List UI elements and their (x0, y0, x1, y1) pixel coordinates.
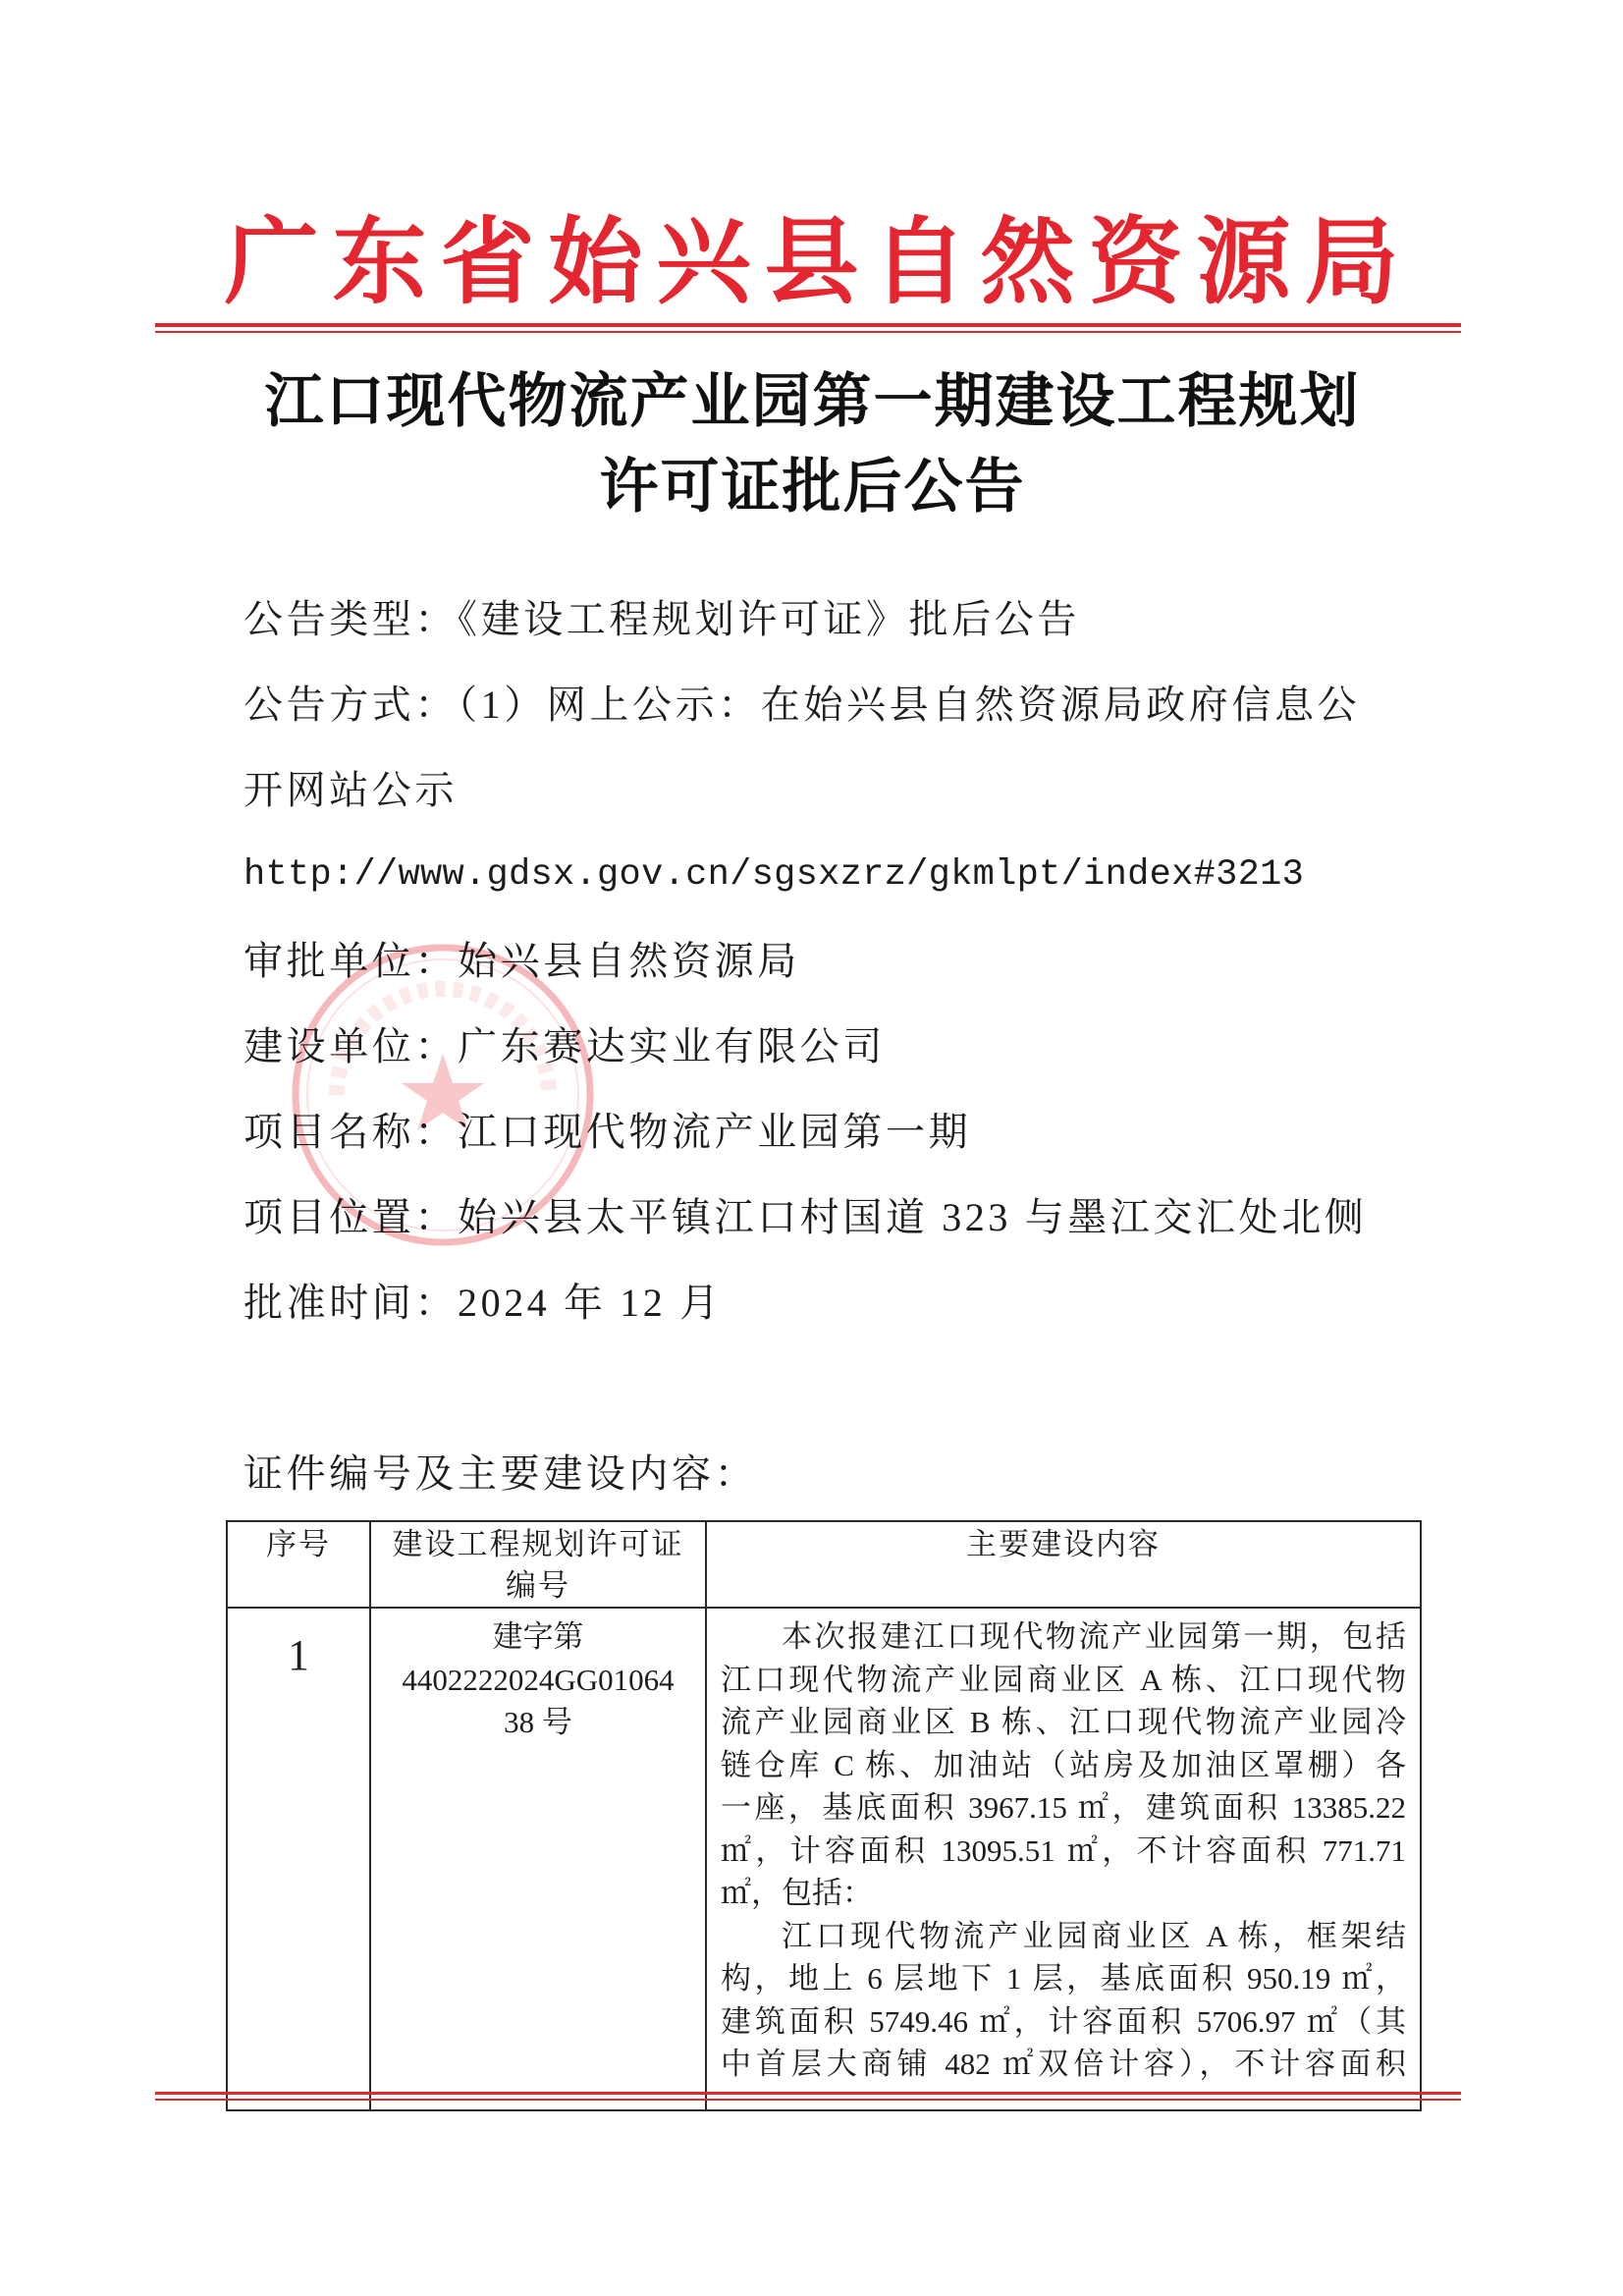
header-permit-no (370, 1521, 706, 1608)
project-location: 项目位置：始兴县太平镇江口村国道 323 与墨江交汇处北侧 (243, 1195, 1368, 1239)
blank-line (243, 1345, 1367, 1431)
project-name: 项目名称：江口现代物流产业园第一期 (243, 1110, 972, 1154)
content-line: 建筑面积 5749.46 ㎡，计容面积 5706.97 ㎡（其 (721, 2003, 1406, 2039)
content-line: ㎡，计容面积 13095.51 ㎡，不计容面积 771.71 (721, 1832, 1406, 1868)
construction-unit: 建设单位：广东赛达实业有限公司 (243, 1024, 886, 1068)
row-content (706, 1608, 1421, 2110)
content-line: 流产业园商业区 B 栋、江口现代物流产业园冷 (721, 1705, 1406, 1739)
header-index: 序号 (227, 1521, 370, 1608)
permit-table (226, 1520, 1422, 2111)
content-line: 一座，基底面积 3967.15 ㎡，建筑面积 13385.22 (721, 1790, 1406, 1825)
approval-unit: 审批单位：始兴县自然资源局 (243, 939, 800, 983)
row-index: 1 (227, 1608, 370, 2110)
table-header-row (227, 1521, 1421, 1608)
content-line: 江口现代物流产业园商业区 A 栋、江口现代物 (721, 1662, 1406, 1697)
permit-no-line: 4402222024GG01064 (402, 1662, 675, 1697)
content-line: 构，地上 6 层地下 1 层，基底面积 950.19 ㎡， (721, 1961, 1406, 1995)
title-line-1: 江口现代物流产业园第一期建设工程规划 (264, 369, 1361, 434)
table-caption: 证件编号及主要建设内容： (243, 1451, 758, 1496)
permit-no-line: 建字第 (492, 1619, 584, 1654)
header-permit-no-line-2: 编号 (506, 1568, 570, 1603)
announce-type: 公告类型：《建设工程规划许可证》批后公告 (243, 597, 1080, 641)
table-row (227, 1608, 1421, 2110)
footer-red-rule-thin (155, 2099, 1461, 2101)
document-title (0, 359, 1623, 530)
header-permit-no-line-1: 建设工程规划许可证 (392, 1527, 684, 1561)
announcement-body (243, 576, 1367, 1516)
approval-time: 批准时间：2024 年 12 月 (243, 1281, 723, 1325)
content-line: 中首层大商铺 482 ㎡双倍计容），不计容面积 (721, 2047, 1406, 2081)
header-content: 主要建设内容 (706, 1521, 1421, 1608)
permit-no-line: 38 号 (504, 1705, 572, 1739)
announce-method-line-1: 公告方式：（1）网上公示：在始兴县自然资源局政府信息公 (243, 683, 1361, 727)
content-line: ㎡，包括： (721, 1876, 873, 1910)
content-line: 江口现代物流产业园商业区 A 栋，框架结 (782, 1918, 1406, 1953)
content-line: 本次报建江口现代物流产业园第一期，包括 (782, 1619, 1406, 1654)
content-line: 链仓库 C 栋、加油站（站房及加油区罩棚）各 (721, 1747, 1406, 1782)
agency-letterhead: 广东省始兴县自然资源局 (224, 210, 1413, 315)
footer-red-rule (155, 2092, 1461, 2095)
announce-url: http://www.gdsx.gov.cn/sgsxzrz/gkmlpt/index#3213 (243, 854, 1305, 896)
announce-method-line-2: 开网站公示 (243, 768, 458, 812)
title-line-2: 许可证批后公告 (599, 455, 1026, 519)
letterhead-red-rule (155, 323, 1461, 327)
content-lines (721, 1615, 1406, 2086)
letterhead-red-rule-thin (155, 331, 1461, 333)
row-permit-no (370, 1608, 706, 2110)
